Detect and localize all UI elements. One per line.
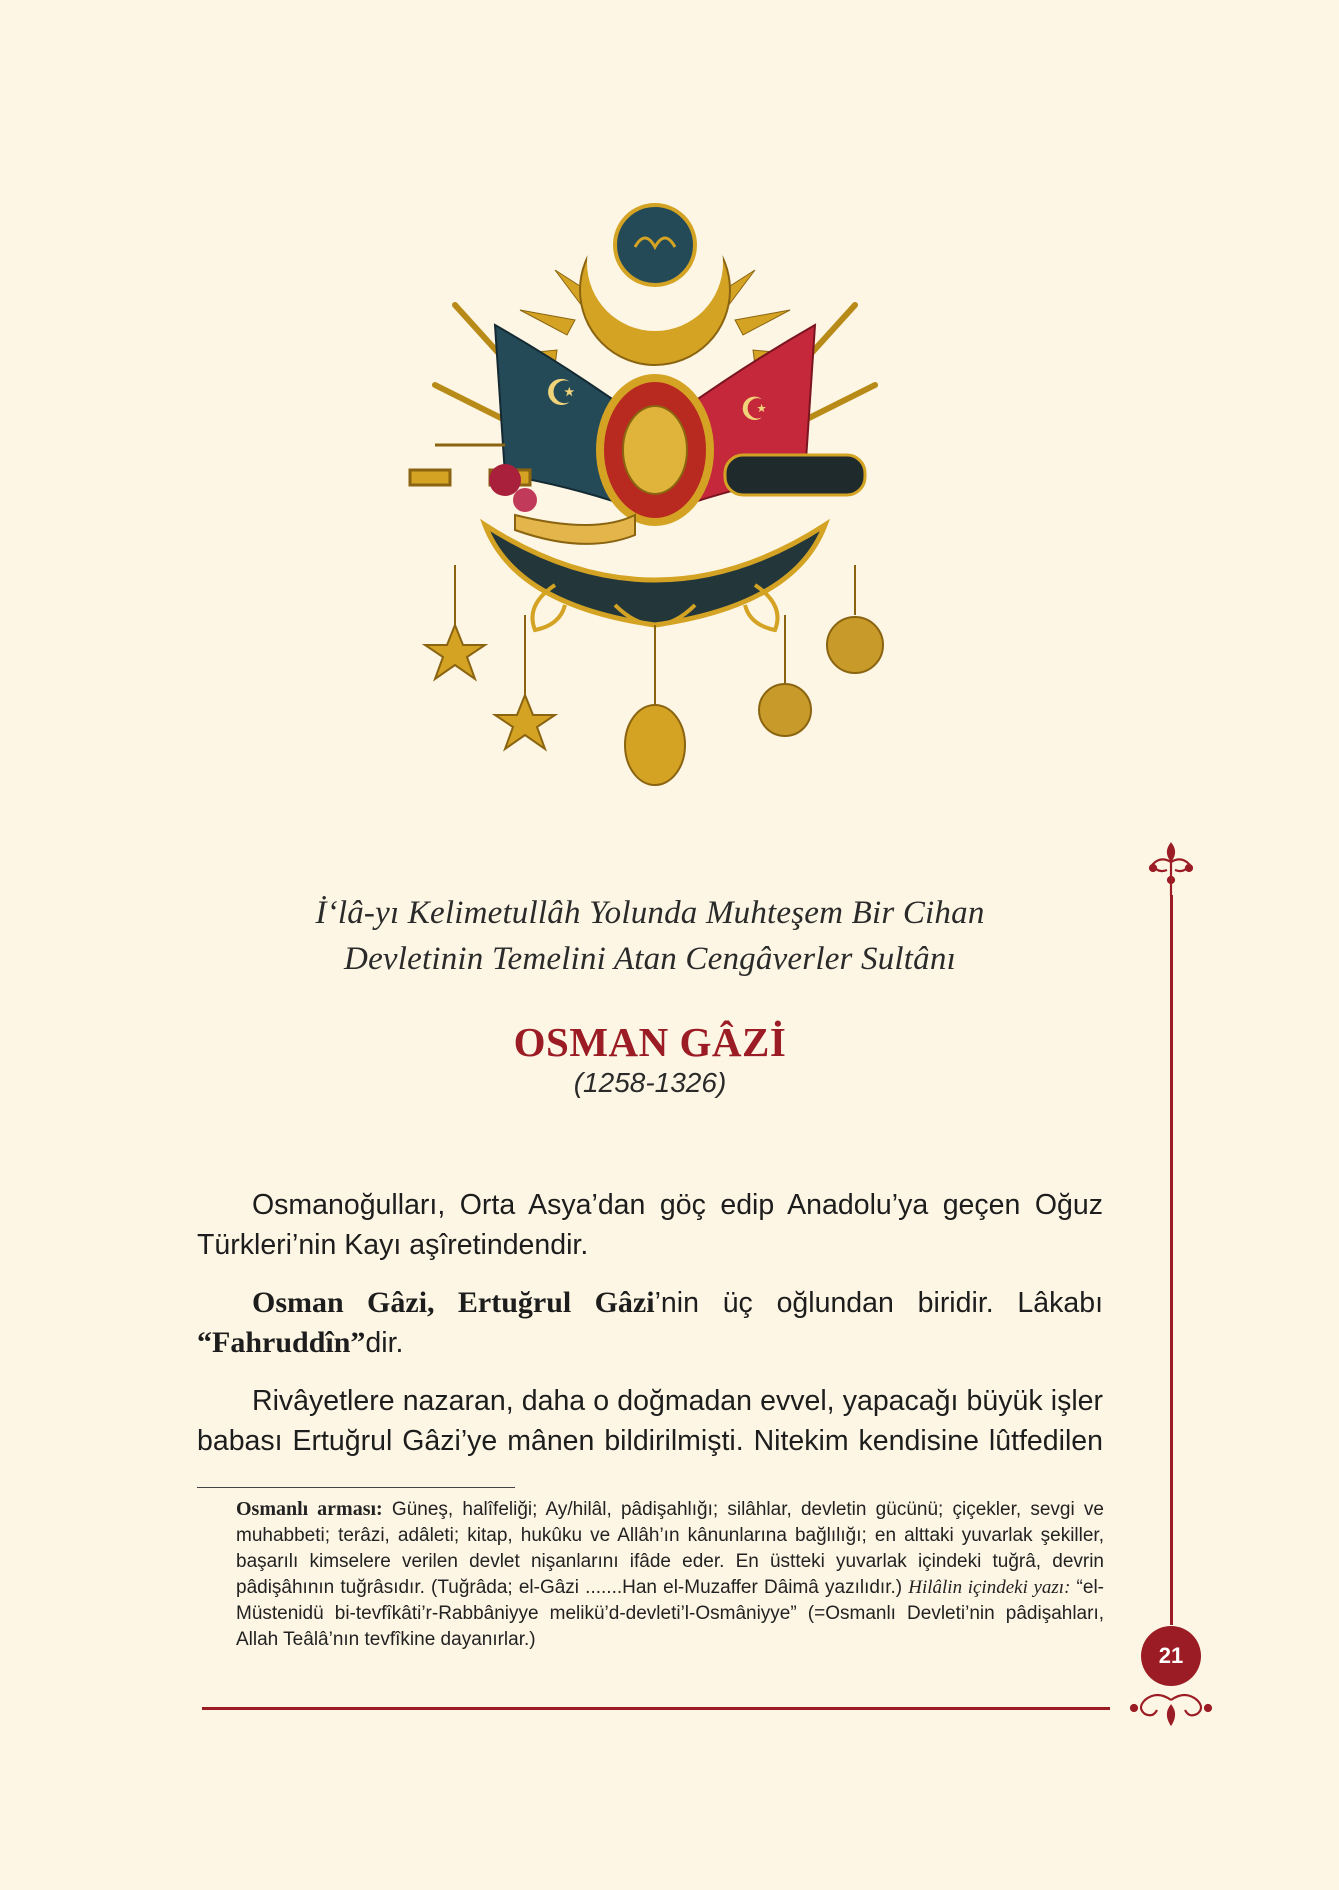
ottoman-coat-of-arms-image bbox=[395, 185, 915, 805]
paragraph-2-text: ’nin üç oğlundan biridir. Lâkabı bbox=[654, 1287, 1103, 1319]
svg-text:☪: ☪ bbox=[740, 390, 769, 428]
footnote-label: Osmanlı arması: bbox=[236, 1498, 383, 1520]
paragraph-1: Osmanoğulları, Orta Asya’dan göç edip Anadolu’ya geçen Oğuz Türkleri’nin Kayı aşîretindendir. bbox=[197, 1189, 1103, 1261]
paragraph-2 bbox=[197, 1283, 1103, 1363]
subtitle-line-2: Devletinin Temelini Atan Cengâverler Sultânı bbox=[344, 941, 956, 977]
paragraph-2-bold-2: “Fahruddîn” bbox=[197, 1326, 366, 1359]
paragraph-2-bold: Osman Gâzi, Ertuğrul Gâzi bbox=[252, 1286, 655, 1319]
paragraph-2-tail: dir. bbox=[365, 1327, 404, 1359]
life-dates: (1258-1326) bbox=[573, 1067, 727, 1098]
footnote bbox=[236, 1496, 1104, 1653]
bottom-rule bbox=[202, 1707, 1110, 1710]
paragraph-3: Rivâyetlere nazaran, daha o doğmadan evvel, yapacağı büyük işler babası Ertuğrul Gâzi’ye mânen bildirilmişti. Nitekim kendisine lûtfedilen bbox=[197, 1385, 1103, 1457]
floral-ornament-bottom bbox=[1128, 1690, 1214, 1730]
floral-ornament-top bbox=[1143, 840, 1199, 896]
chapter-title: OSMAN GÂZİ bbox=[513, 1019, 787, 1065]
page-number: 21 bbox=[1141, 1626, 1201, 1686]
footnote-italic: Hilâlin içindeki yazı: bbox=[908, 1577, 1071, 1598]
subtitle bbox=[230, 890, 1070, 982]
footnote-separator bbox=[197, 1487, 515, 1488]
body-text bbox=[197, 1185, 1103, 1479]
svg-text:☪: ☪ bbox=[545, 373, 578, 414]
footnote-text-1: Güneş, halîfeliği; Ay/hilâl, pâdişahlığı; silâhlar, devletin gücünü; çiçekler, sevgi ve muhabbeti; terâzi, adâleti; kitap, hukûku ve Allâh’ın kânunlarına bağlılığı; en alttaki yuvarlak şekiller, başarılı kimselere verilen devlet nişanlarını ifâde eder. En üstteki yuvarlak içindeki tuğrâ, devrin pâdişâhının tuğrâsıdır. (Tuğrâda; el-Gâzi .......Han el-Muzaffer Dâimâ yazılıdır.) bbox=[236, 1499, 1104, 1598]
subtitle-line-1: İ‘lâ-yı Kelimetullâh Yolunda Muhteşem Bir Cihan bbox=[315, 895, 985, 931]
vertical-rule bbox=[1170, 895, 1173, 1625]
footnote-text-2: “el-Müstenidü bi-tevfîkâti’r-Rabbâniyye melikü’d-devleti’l-Osmâniyye” (=Osmanlı Devleti’nin pâdişahları, Allah Teâlâ’nın tevfîkine dayanırlar.) bbox=[236, 1577, 1104, 1650]
